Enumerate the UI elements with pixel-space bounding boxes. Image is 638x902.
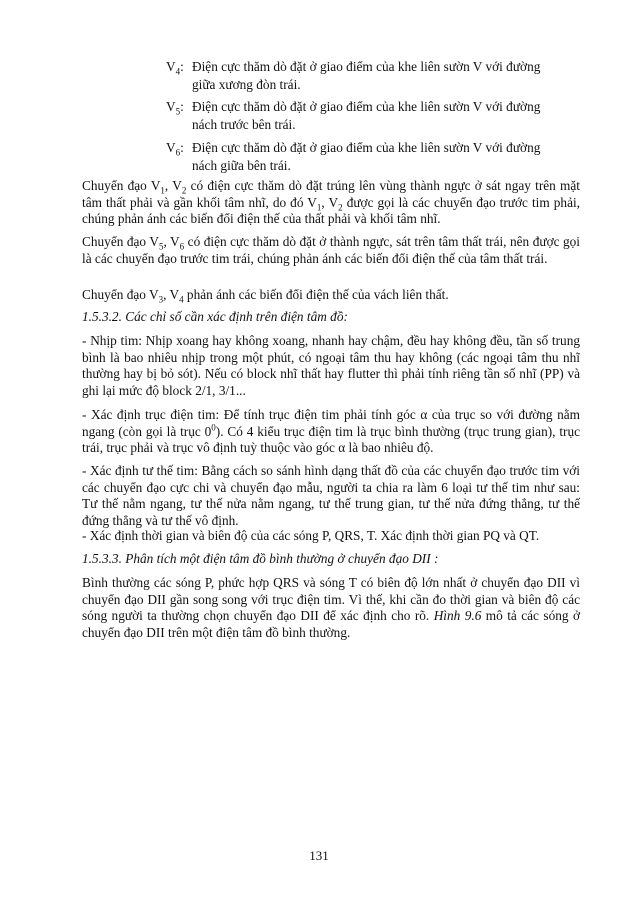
paragraph-wave-timing: - Xác định thời gian và biên độ của các sóng P, QRS, T. Xác định thời gian PQ và QT.	[82, 528, 540, 543]
lead-code: $V_6$:	[166, 140, 184, 158]
lead-desc-line1: Điện cực thăm dò đặt ở giao điểm của khe liên sườn V với đường	[192, 99, 541, 114]
lead-v4-item	[166, 58, 580, 94]
paragraph-dii-analysis: Bình thường các sóng P, phức hợp QRS và sóng T có biên độ lớn nhất ở chuyển đạo DII vì chuyển đạo DII gần song song với trục điện tim. Vì thế, khi cần đo thời gian và biên độ các sóng người ta thường chọn chuyển đạo DII để xác định cho rõ. Hình 9.6 mô tả các sóng ở chuyển đạo DII trên một điện tâm đồ bình thường.	[82, 575, 580, 640]
section-heading-1533: 1.5.3.3. Phân tích một điện tâm đồ bình thường ở chuyển đạo DII :	[82, 551, 439, 566]
lead-v5-item	[166, 98, 580, 134]
paragraph-heart-rate: - Nhịp tim: Nhịp xoang hay không xoang, nhanh hay chậm, đều hay không đều, tần số trung bình là bao nhiêu nhịp trong một phút, có ngoại tâm thu hay không (các ngoại tâm thu nhĩ thường hay bị bỏ sót). Nếu có block nhĩ thất hay flutter thì phải tính riêng tần số nhĩ (PP) và ghi lại mức độ block 2/1, 3/1...	[82, 333, 580, 398]
paragraph-v1-v2: Chuyển đạo $V_1$, $V_2$ có điện cực thăm dò đặt trúng lên vùng thành ngực ở sát ngay trên mặt tâm thất phải và gần khối tâm nhĩ, do đó $V_1$, $V_2$ được gọi là các chuyển đạo trước tim phải, chúng phản ánh các biến đổi điện thế của thất phải và khối tâm nhĩ.	[82, 178, 580, 226]
paragraph-heart-position: - Xác định tư thế tim: Bằng cách so sánh hình dạng thất đồ của các chuyển đạo trước tim với các chuyển đạo cực chi và chuyển đạo mẫu, người ta chia ra làm 6 loại tư thế tim như sau: Tư thế nằm ngang, tư thế nửa nằm ngang, tư thế trung gian, tư thế nửa đứng thẳng, tư thế đứng thẳng và tư thế vô định.	[82, 463, 580, 528]
section-heading-1532: 1.5.3.2. Các chỉ số cần xác định trên điện tâm đồ:	[82, 309, 348, 324]
lead-desc-line2: giữa xương đòn trái.	[192, 77, 301, 92]
lead-desc-line1: Điện cực thăm dò đặt ở giao điểm của khe liên sườn V với đường	[192, 59, 541, 74]
page-number: 131	[309, 848, 329, 863]
lead-desc-line2: nách trước bên trái.	[192, 117, 296, 132]
lead-desc-line1: Điện cực thăm dò đặt ở giao điểm của khe liên sườn V với đường	[192, 140, 541, 155]
lead-code: $V_4$:	[166, 59, 184, 77]
paragraph-v5-v6: Chuyển đạo $V_5$, $V_6$ có điện cực thăm dò đặt ở thành ngực, sát trên tâm thất trái, nên được gọi là các chuyển đạo trước tim trái, chúng phản ánh các biến đổi điện thế của tâm thất trái.	[82, 234, 581, 266]
lead-desc-line2: nách giữa bên trái.	[192, 158, 291, 173]
paragraph-v3-v4: Chuyển đạo $V_3$, $V_4$ phản ánh các biến đổi điện thế của vách liên thất.	[82, 287, 449, 305]
lead-v6-item	[166, 139, 580, 175]
lead-code: $V_5$:	[166, 99, 184, 117]
paragraph-heart-axis: - Xác định trục điện tim: Để tính trục điện tim phải tính góc α của trục so với đường nằm ngang (còn gọi là trục $0^0$). Có 4 kiểu trục điện tim là trục bình thường (trục trung gian), trục trái, trục phải và trục vô định tuỳ thuộc vào góc α là bao nhiêu độ.	[82, 407, 580, 455]
